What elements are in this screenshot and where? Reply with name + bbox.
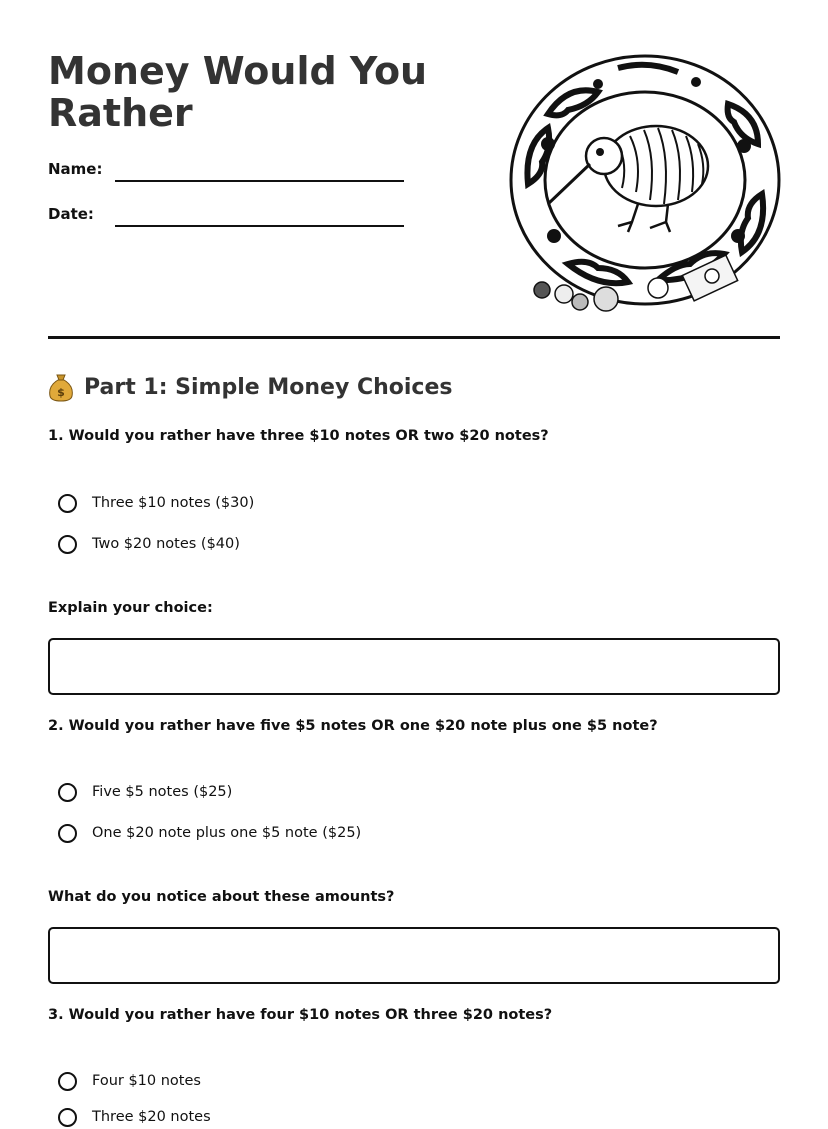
name-line[interactable]	[115, 180, 404, 182]
question-3: 3. Would you rather have four $10 notes OR three $20 notes?	[48, 1007, 553, 1023]
radio-circle[interactable]	[58, 494, 77, 513]
option-label: One $20 note plus one $5 note ($25)	[92, 825, 362, 841]
option-q1-b[interactable]	[58, 532, 240, 556]
answer-box-q1[interactable]	[48, 638, 780, 695]
question-1: 1. Would you rather have three $10 notes OR two $20 notes?	[48, 428, 549, 444]
part1-heading	[48, 372, 452, 402]
radio-circle[interactable]	[58, 1108, 77, 1127]
svg-text:$: $	[57, 386, 65, 399]
radio-circle[interactable]	[58, 1072, 77, 1091]
option-label: Four $10 notes	[92, 1073, 201, 1089]
radio-circle[interactable]	[58, 535, 77, 554]
header-divider	[48, 336, 780, 339]
option-q3-b[interactable]	[58, 1105, 211, 1129]
option-q3-a[interactable]	[58, 1069, 201, 1093]
option-label: Three $20 notes	[92, 1109, 211, 1125]
option-label: Three $10 notes ($30)	[92, 495, 255, 511]
radio-circle[interactable]	[58, 824, 77, 843]
option-q2-b[interactable]	[58, 821, 361, 845]
date-field[interactable]	[48, 205, 408, 229]
option-label: Five $5 notes ($25)	[92, 784, 233, 800]
radio-circle[interactable]	[58, 783, 77, 802]
kiwi-emblem-icon	[508, 54, 782, 316]
prompt-q1: Explain your choice:	[48, 600, 213, 616]
question-2: 2. Would you rather have five $5 notes OR one $20 note plus one $5 note?	[48, 718, 658, 734]
name-field[interactable]	[48, 160, 408, 184]
option-q1-a[interactable]	[58, 491, 254, 515]
option-q2-a[interactable]	[58, 780, 232, 804]
page-title: Money Would You Rather	[48, 49, 428, 135]
date-line[interactable]	[115, 225, 404, 227]
prompt-q2: What do you notice about these amounts?	[48, 889, 395, 905]
part1-heading-text: Part 1: Simple Money Choices	[84, 374, 453, 400]
option-label: Two $20 notes ($40)	[92, 536, 240, 552]
name-label: Name:	[48, 160, 103, 178]
date-label: Date:	[48, 205, 94, 223]
money-bag-icon	[48, 372, 74, 402]
answer-box-q2[interactable]	[48, 927, 780, 984]
